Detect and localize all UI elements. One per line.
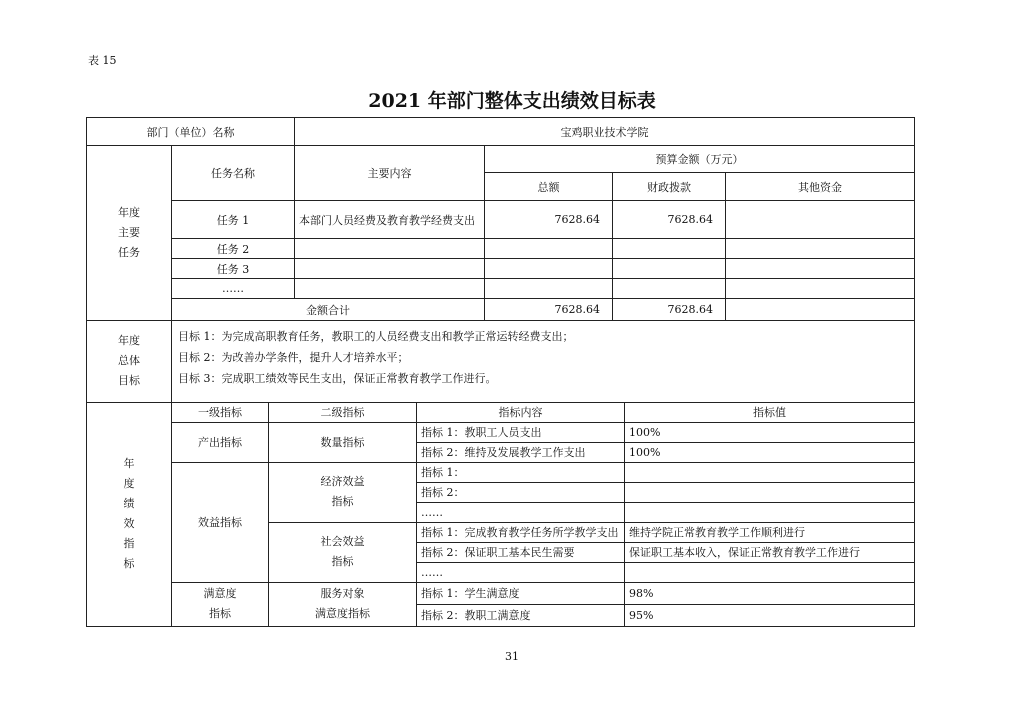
output-level1: 产出指标	[172, 422, 269, 462]
indicator-value: 维持学院正常教育教学工作顺利进行	[625, 522, 915, 542]
sum-other	[726, 299, 915, 321]
indicator-value	[625, 562, 915, 582]
indicator-content: 指标 1：	[417, 462, 625, 482]
task-total	[485, 259, 613, 279]
table-row	[87, 279, 915, 299]
task-total	[485, 239, 613, 259]
task-fiscal	[613, 279, 726, 299]
task-content: 本部门人员经费及教育教学经费支出	[295, 201, 485, 239]
task-other	[726, 279, 915, 299]
task-fiscal	[613, 239, 726, 259]
indicator-content: 指标 2：保证职工基本民生需要	[417, 542, 625, 562]
indicator-value	[625, 502, 915, 522]
table-row	[87, 201, 915, 239]
indicator-content: 指标 1：完成教育教学任务所学教学支出	[417, 522, 625, 542]
indicator-value	[625, 482, 915, 502]
indicator-content: ……	[417, 562, 625, 582]
indicator-value	[625, 462, 915, 482]
task-other	[726, 259, 915, 279]
goals-list	[172, 320, 915, 402]
indicators-table	[86, 402, 915, 627]
indicator-value: 100%	[625, 422, 915, 442]
social-level2: 社会效益 指标	[269, 522, 417, 582]
col-fiscal: 财政拨款	[613, 173, 726, 201]
task-name: ……	[172, 279, 295, 299]
col-level2: 二级指标	[269, 402, 417, 422]
satisfaction-level2: 服务对象 满意度指标	[269, 582, 417, 626]
indicator-value: 98%	[625, 582, 915, 604]
task-other	[726, 239, 915, 259]
goal-item: 目标 1：为完成高职教育任务，教职工的人员经费支出和教学正常运转经费支出；	[178, 330, 574, 343]
sum-label: 金额合计	[172, 299, 485, 321]
task-total: 7628.64	[485, 201, 613, 239]
indicator-content: 指标 2：	[417, 482, 625, 502]
indicator-content: 指标 1：学生满意度	[417, 582, 625, 604]
col-task-name: 任务名称	[172, 146, 295, 201]
col-content: 指标内容	[417, 402, 625, 422]
task-total	[485, 279, 613, 299]
table-row	[87, 239, 915, 259]
col-other: 其他资金	[726, 173, 915, 201]
task-name: 任务 2	[172, 239, 295, 259]
tasks-section-label: 年度 主要 任务	[87, 146, 172, 321]
page-number: 31	[505, 650, 519, 663]
indicator-content: 指标 2：教职工满意度	[417, 604, 625, 626]
col-level1: 一级指标	[172, 402, 269, 422]
sum-row	[87, 299, 915, 321]
sum-total: 7628.64	[485, 299, 613, 321]
output-level2: 数量指标	[269, 422, 417, 462]
indicator-content: 指标 1：教职工人员支出	[417, 422, 625, 442]
goals-section-label: 年度 总体 目标	[87, 320, 172, 402]
table-number-label: 表 15	[88, 54, 117, 67]
indicator-value: 95%	[625, 604, 915, 626]
task-content	[295, 279, 485, 299]
task-other	[726, 201, 915, 239]
page-title: 2021 年部门整体支出绩效目标表	[368, 90, 656, 112]
goal-item: 目标 2：为改善办学条件，提升人才培养水平；	[178, 351, 409, 364]
task-name: 任务 3	[172, 259, 295, 279]
task-fiscal: 7628.64	[613, 201, 726, 239]
task-content	[295, 259, 485, 279]
task-content	[295, 239, 485, 259]
economic-level2: 经济效益 指标	[269, 462, 417, 522]
goal-item: 目标 3：完成职工绩效等民生支出，保证正常教育教学工作进行。	[178, 372, 497, 385]
col-value: 指标值	[625, 402, 915, 422]
col-main-content: 主要内容	[295, 146, 485, 201]
task-fiscal	[613, 259, 726, 279]
unit-name: 宝鸡职业技术学院	[295, 118, 915, 146]
col-budget: 预算金额（万元）	[485, 146, 915, 173]
goals-table	[86, 320, 915, 403]
col-total: 总额	[485, 173, 613, 201]
indicator-value: 保证职工基本收入，保证正常教育教学工作进行	[625, 542, 915, 562]
indicator-content: 指标 2：维持及发展教学工作支出	[417, 442, 625, 462]
tasks-table	[86, 117, 915, 321]
table-row	[87, 259, 915, 279]
indicators-section-label: 年 度 绩 效 指 标	[87, 402, 172, 626]
indicator-value: 100%	[625, 442, 915, 462]
benefit-level1: 效益指标	[172, 462, 269, 582]
unit-label: 部门（单位）名称	[87, 118, 295, 146]
task-name: 任务 1	[172, 201, 295, 239]
indicator-content: ……	[417, 502, 625, 522]
sum-fiscal: 7628.64	[613, 299, 726, 321]
satisfaction-level1: 满意度 指标	[172, 582, 269, 626]
